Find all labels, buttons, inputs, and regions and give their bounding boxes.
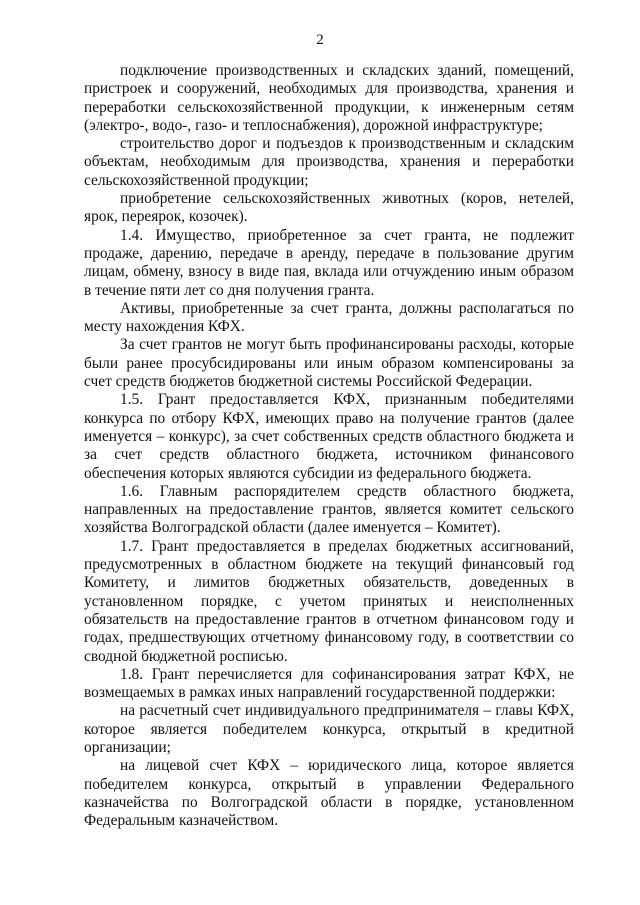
paragraph-section-1-5: 1.5. Грант предоставляется КФХ, признанным победителями конкурса по отбору КФХ, имеющих право на получение грантов (далее именуется – конкурс), за счет собственных средств областного бюджета и за счет средств областного бюджета, источником финансового обеспечения которых являются субсидии из федерального бюджета. [84, 391, 574, 482]
paragraph-livestock-purchase: приобретение сельскохозяйственных животных (коров, нетелей, ярок, переярок, козочек). [84, 190, 574, 226]
paragraph-settlement-account: на расчетный счет индивидуального предпринимателя – главы КФХ, которое является победителем конкурса, открытый в кредитной организации; [84, 702, 574, 756]
paragraph-personal-account: на лицевой счет КФХ – юридического лица, которое является победителем конкурса, открытый в управлении Федерального казначейства по Волгоградской области в порядке, установленном Федеральным казначейством. [84, 757, 574, 830]
paragraph-road-construction: строительство дорог и подъездов к производственным и складским объектам, необходимым для производства, хранения и переработки сельскохозяйственной продукции; [84, 135, 574, 189]
paragraph-section-1-8: 1.8. Грант перечисляется для софинансирования затрат КФХ, не возмещаемых в рамках иных направлений государственной поддержки: [84, 665, 574, 702]
paragraph-excluded-expenses: За счет грантов не могут быть профинансированы расходы, которые были ранее просубсидированы или иным образом компенсированы за счет средств бюджетов бюджетной системы Российской Федерации. [84, 336, 574, 391]
paragraph-assets-location: Активы, приобретенные за счет гранта, должны располагаться по месту нахождения КФХ. [84, 299, 574, 336]
page-number: 2 [316, 32, 324, 48]
paragraph-section-1-4: 1.4. Имущество, приобретенное за счет гранта, не подлежит продаже, дарению, передаче в аренду, передаче в пользование другим лицам, обмену, взносу в виде пая, вклада или отчуждению иным образом в течение пяти лет со дня получения гранта. [84, 226, 574, 299]
paragraph-section-1-6: 1.6. Главным распорядителем средств областного бюджета, направленных на предоставление грантов, является комитет сельского хозяйства Волгоградской области (далее именуется – Комитет). [84, 482, 574, 537]
paragraph-utilities-connection: подключение производственных и складских зданий, помещений, пристроек и сооружений, необходимых для производства, хранения и переработки сельскохозяйственной продукции, к инженерным сетям (электро-, водо-, газо- и теплоснабжения), дорожной инфраструктуре; [84, 62, 574, 134]
paragraph-section-1-7: 1.7. Грант предоставляется в пределах бюджетных ассигнований, предусмотренных в областном бюджете на текущий финансовый год Комитету, и лимитов бюджетных обязательств, доведенных в установленном порядке, с учетом принятых и неисполненных обязательств на предоставление грантов в отчетном финансовом году и годах, предшествующих отчетному финансовому году, в соответствии со сводной бюджетной росписью. [84, 537, 574, 665]
document-body [84, 62, 574, 830]
